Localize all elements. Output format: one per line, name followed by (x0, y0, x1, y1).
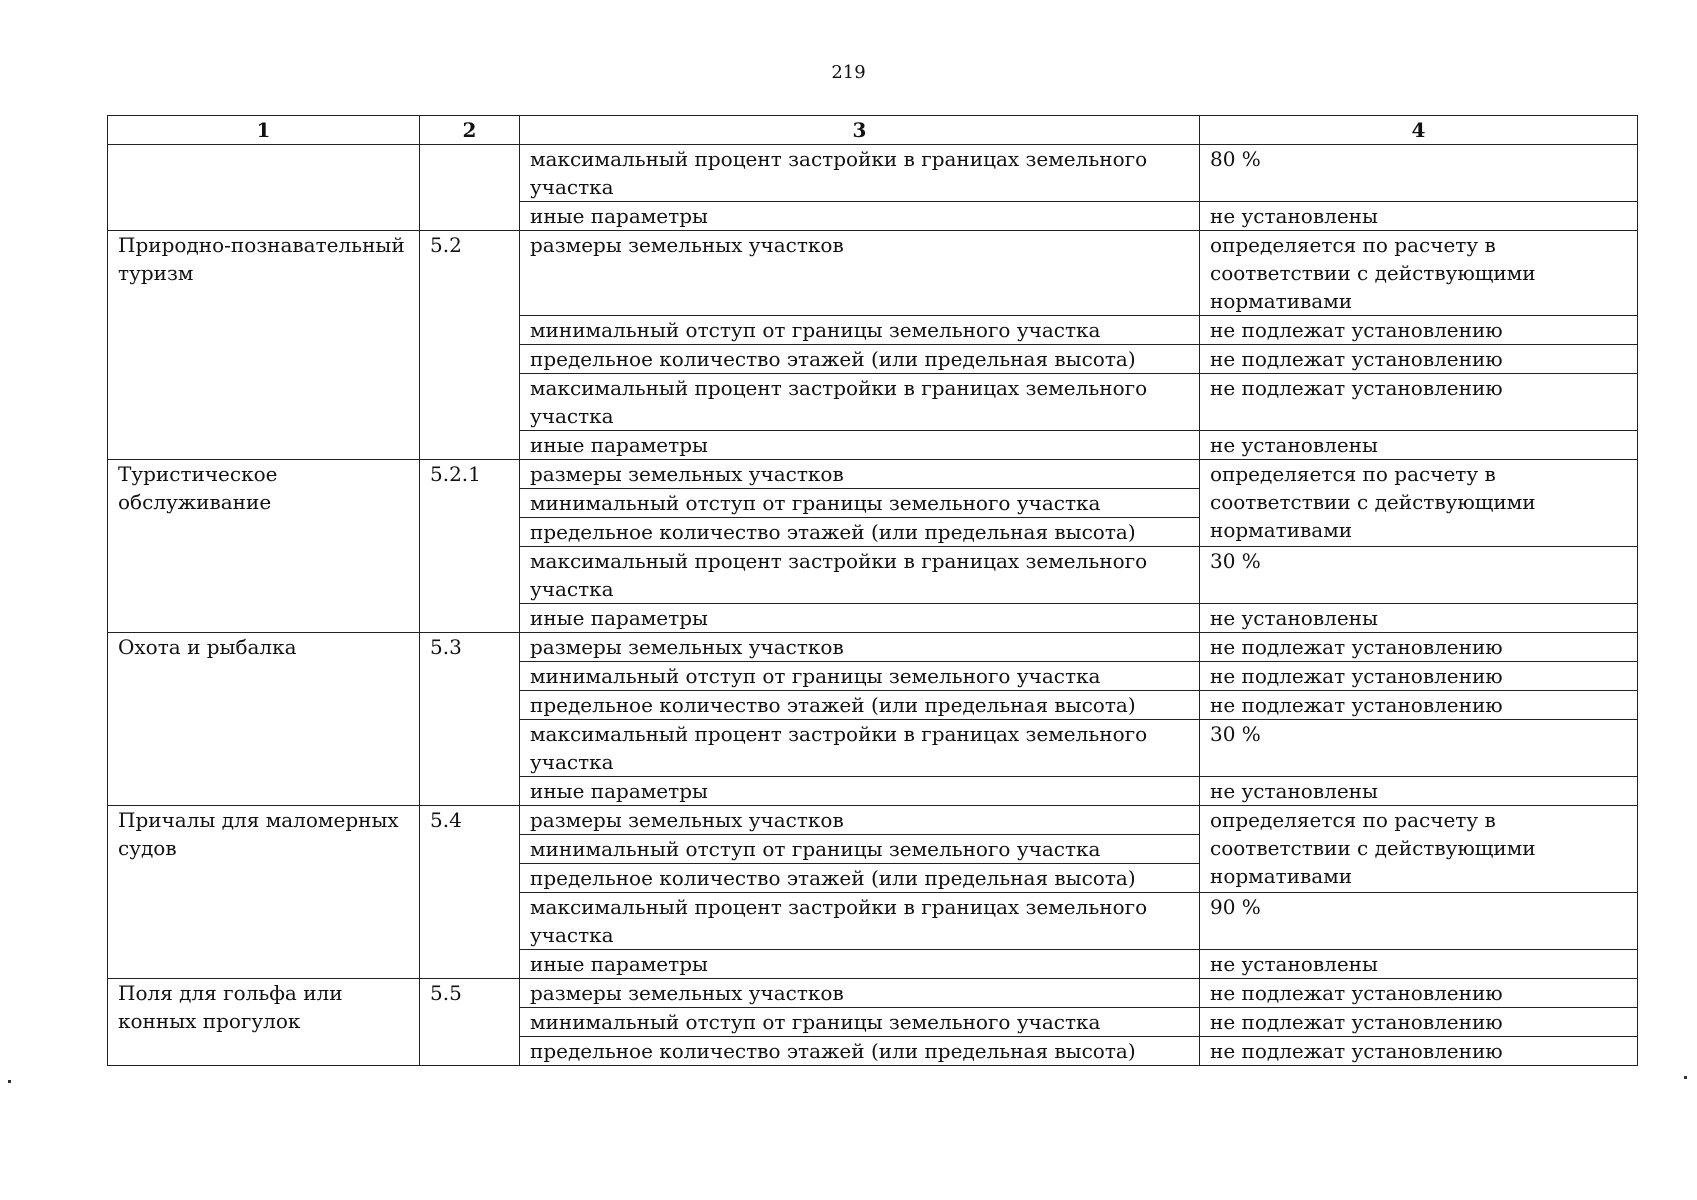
value-cell: 80 % (1200, 145, 1638, 202)
param-cell: минимальный отступ от границы земельного участка (520, 316, 1200, 345)
value-cell: 30 % (1200, 720, 1638, 777)
value-cell: не подлежат установлению (1200, 1037, 1638, 1066)
use-code-cell: 5.2 (420, 231, 520, 460)
value-cell: не установлены (1200, 604, 1638, 633)
use-code-cell: 5.4 (420, 806, 520, 979)
merged-value-cell: определяется по расчету в соответствии с действующими нормативами (1200, 806, 1638, 893)
table-row (108, 979, 1638, 1008)
param-cell: размеры земельных участков (520, 806, 1200, 835)
merged-value-cell: определяется по расчету в соответствии с действующими нормативами (1200, 460, 1638, 547)
param-cell: максимальный процент застройки в границах земельного участка (520, 145, 1200, 202)
header-col-3: 3 (520, 116, 1200, 145)
param-cell: минимальный отступ от границы земельного участка (520, 662, 1200, 691)
value-cell: не подлежат установлению (1200, 979, 1638, 1008)
use-name-cell: Туристическое обслуживание (108, 460, 420, 633)
value-cell: 90 % (1200, 893, 1638, 950)
param-cell: иные параметры (520, 202, 1200, 231)
param-cell: максимальный процент застройки в границах земельного участка (520, 547, 1200, 604)
param-cell: размеры земельных участков (520, 460, 1200, 489)
value-cell: не подлежат установлению (1200, 691, 1638, 720)
value-cell: не подлежат установлению (1200, 316, 1638, 345)
value-cell: не установлены (1200, 777, 1638, 806)
value-cell: не подлежат установлению (1200, 1008, 1638, 1037)
header-col-4: 4 (1200, 116, 1638, 145)
use-name-cell: Охота и рыбалка (108, 633, 420, 806)
param-cell: размеры земельных участков (520, 979, 1200, 1008)
param-cell: минимальный отступ от границы земельного участка (520, 1008, 1200, 1037)
param-cell: размеры земельных участков (520, 231, 1200, 316)
scan-speck (8, 1080, 11, 1083)
param-cell: минимальный отступ от границы земельного участка (520, 835, 1200, 864)
header-row (108, 116, 1638, 145)
use-code-cell: 5.3 (420, 633, 520, 806)
param-cell: предельное количество этажей (или предельная высота) (520, 518, 1200, 547)
table-row (108, 633, 1638, 662)
table-row (108, 231, 1638, 316)
value-cell: не установлены (1200, 431, 1638, 460)
use-code-cell: 5.5 (420, 979, 520, 1066)
param-cell: предельное количество этажей (или предельная высота) (520, 691, 1200, 720)
use-name-cell: Природно-познавательный туризм (108, 231, 420, 460)
value-cell: не подлежат установлению (1200, 662, 1638, 691)
param-cell: иные параметры (520, 950, 1200, 979)
header-col-1: 1 (108, 116, 420, 145)
value-cell: не установлены (1200, 202, 1638, 231)
param-cell: максимальный процент застройки в границах земельного участка (520, 374, 1200, 431)
param-cell: минимальный отступ от границы земельного участка (520, 489, 1200, 518)
value-cell: не установлены (1200, 950, 1638, 979)
scan-speck (1684, 1076, 1687, 1079)
param-cell: иные параметры (520, 777, 1200, 806)
parameters-table (107, 115, 1638, 1066)
use-code-cell (420, 145, 520, 231)
table-row (108, 806, 1638, 835)
param-cell: предельное количество этажей (или предельная высота) (520, 1037, 1200, 1066)
param-cell: предельное количество этажей (или предельная высота) (520, 864, 1200, 893)
value-cell: определяется по расчету в соответствии с действующими нормативами (1200, 231, 1638, 316)
page-number: 219 (831, 62, 866, 83)
value-cell: не подлежат установлению (1200, 633, 1638, 662)
table-row (108, 460, 1638, 489)
value-cell: не подлежат установлению (1200, 374, 1638, 431)
value-cell: 30 % (1200, 547, 1638, 604)
param-cell: максимальный процент застройки в границах земельного участка (520, 893, 1200, 950)
use-name-cell (108, 145, 420, 231)
param-cell: иные параметры (520, 431, 1200, 460)
use-name-cell: Причалы для маломерных судов (108, 806, 420, 979)
header-col-2: 2 (420, 116, 520, 145)
param-cell: предельное количество этажей (или предельная высота) (520, 345, 1200, 374)
value-cell: не подлежат установлению (1200, 345, 1638, 374)
param-cell: размеры земельных участков (520, 633, 1200, 662)
use-name-cell: Поля для гольфа или конных прогулок (108, 979, 420, 1066)
param-cell: максимальный процент застройки в границах земельного участка (520, 720, 1200, 777)
table-row (108, 145, 1638, 202)
use-code-cell: 5.2.1 (420, 460, 520, 633)
param-cell: иные параметры (520, 604, 1200, 633)
